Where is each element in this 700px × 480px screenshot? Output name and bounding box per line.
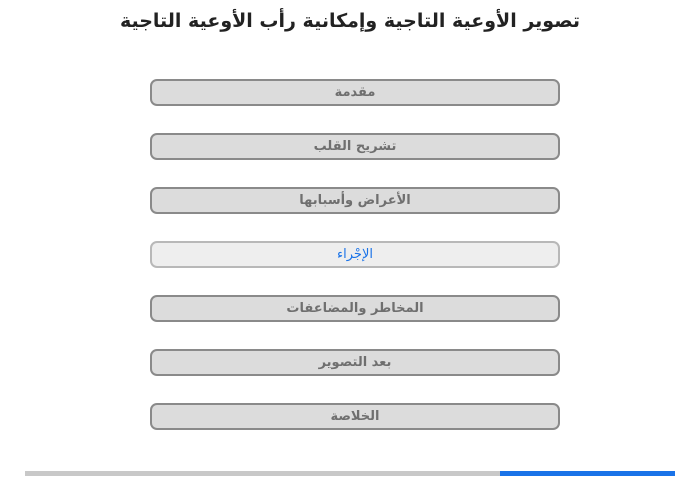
menu-item-risks-complications[interactable]: المخاطر والمضاعفات [150,295,560,322]
progress-bar [25,471,675,476]
page-title: تصوير الأوعية التاجية وإمكانية رأب الأوعية التاجية [119,10,581,32]
menu-item-after-imaging[interactable]: بعد التصوير [150,349,560,376]
menu-item-symptoms-causes[interactable]: الأعراض وأسبابها [150,187,560,214]
progress-bar-fill [500,471,676,476]
menu-item-introduction[interactable]: مقدمة [150,79,560,106]
menu-item-summary[interactable]: الخلاصة [150,403,560,430]
menu-item-procedure[interactable]: الإجْراء [150,241,560,268]
chapter-menu [150,79,560,457]
menu-item-heart-anatomy[interactable]: تشريح القلب [150,133,560,160]
